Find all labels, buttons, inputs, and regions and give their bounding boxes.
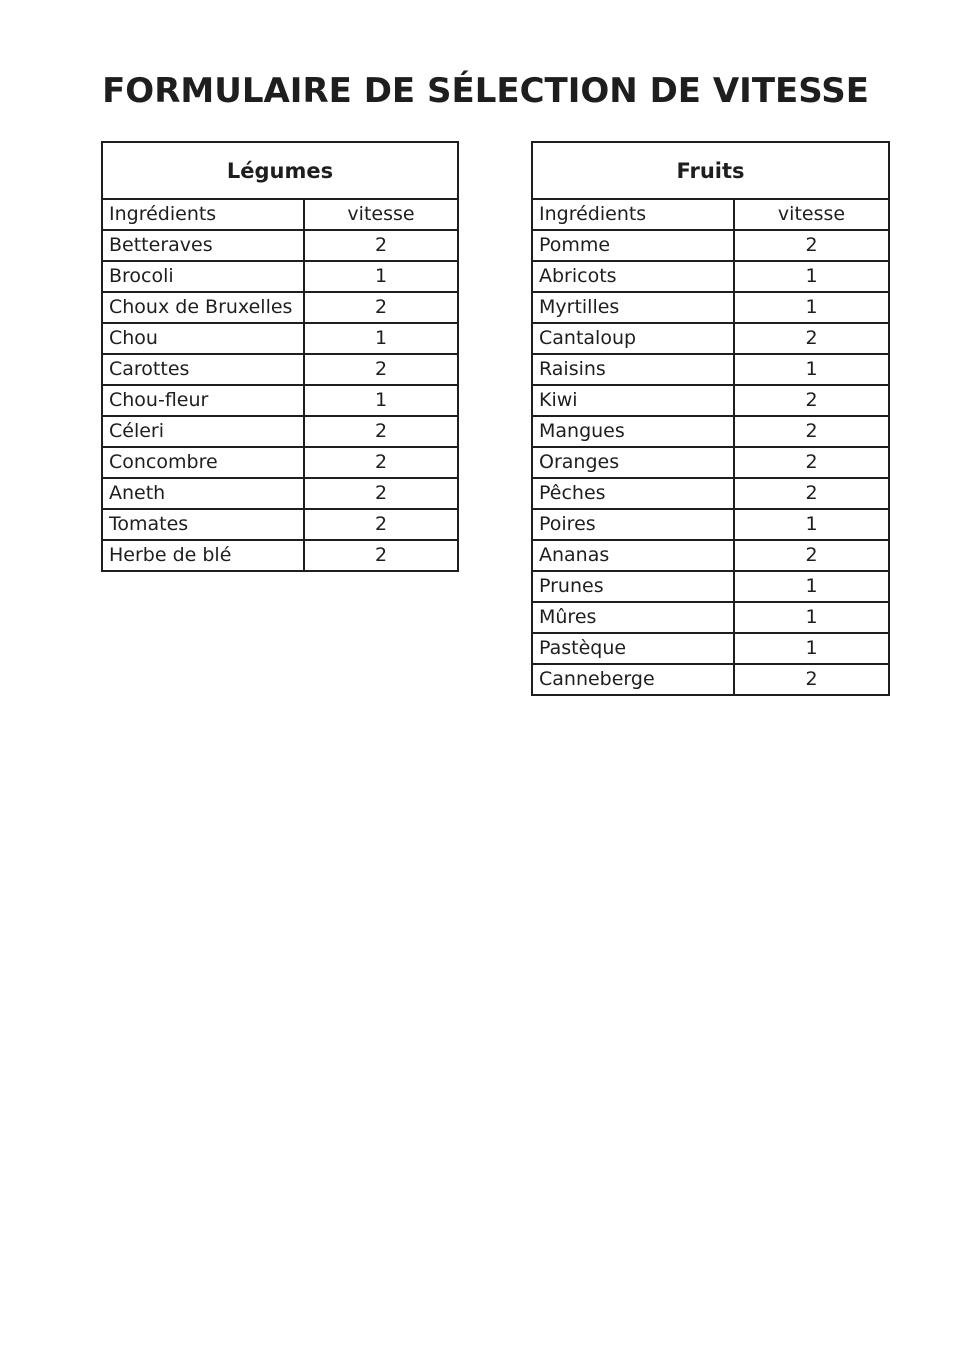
ingredient-name: Canneberge <box>532 664 734 695</box>
speed-value: 2 <box>304 230 458 261</box>
ingredient-name: Myrtilles <box>532 292 734 323</box>
table-row <box>102 509 458 540</box>
fruits-header: Fruits <box>532 142 889 199</box>
vegetables-table <box>101 141 459 572</box>
ingredient-name: Mûres <box>532 602 734 633</box>
table-row <box>532 664 889 695</box>
speed-value: 1 <box>734 261 889 292</box>
ingredient-name: Raisins <box>532 354 734 385</box>
fruits-body <box>532 199 889 695</box>
column-header-row <box>102 199 458 230</box>
speed-value: 2 <box>304 354 458 385</box>
ingredient-name: Concombre <box>102 447 304 478</box>
ingredient-name: Herbe de blé <box>102 540 304 571</box>
speed-value: 2 <box>304 478 458 509</box>
table-row <box>532 230 889 261</box>
ingredient-column-header: Ingrédients <box>532 199 734 230</box>
ingredient-name: Prunes <box>532 571 734 602</box>
ingredient-name: Pastèque <box>532 633 734 664</box>
speed-value: 2 <box>734 447 889 478</box>
ingredient-name: Abricots <box>532 261 734 292</box>
table-row <box>532 323 889 354</box>
table-row <box>532 571 889 602</box>
ingredient-name: Poires <box>532 509 734 540</box>
ingredient-name: Oranges <box>532 447 734 478</box>
ingredient-column-header: Ingrédients <box>102 199 304 230</box>
fruits-table <box>531 141 890 696</box>
table-row <box>532 292 889 323</box>
speed-value: 1 <box>734 602 889 633</box>
ingredient-name: Brocoli <box>102 261 304 292</box>
table-row <box>532 447 889 478</box>
table-row <box>102 540 458 571</box>
speed-value: 2 <box>734 540 889 571</box>
speed-column-header: vitesse <box>304 199 458 230</box>
speed-value: 2 <box>734 323 889 354</box>
table-row <box>102 447 458 478</box>
speed-value: 2 <box>304 292 458 323</box>
table-row <box>532 354 889 385</box>
table-row <box>532 478 889 509</box>
table-row <box>532 385 889 416</box>
ingredient-name: Mangues <box>532 416 734 447</box>
speed-value: 2 <box>734 478 889 509</box>
ingredient-name: Choux de Bruxelles <box>102 292 304 323</box>
speed-value: 1 <box>734 354 889 385</box>
ingredient-name: Aneth <box>102 478 304 509</box>
speed-value: 2 <box>304 540 458 571</box>
table-row <box>532 509 889 540</box>
speed-value: 2 <box>734 664 889 695</box>
vegetables-header: Légumes <box>102 142 458 199</box>
page-title: FORMULAIRE DE SÉLECTION DE VITESSE <box>102 71 869 111</box>
speed-value: 1 <box>304 323 458 354</box>
ingredient-name: Tomates <box>102 509 304 540</box>
speed-value: 2 <box>734 385 889 416</box>
table-row <box>102 478 458 509</box>
speed-value: 2 <box>734 416 889 447</box>
speed-value: 1 <box>734 633 889 664</box>
speed-value: 1 <box>734 509 889 540</box>
ingredient-name: Carottes <box>102 354 304 385</box>
speed-value: 1 <box>304 385 458 416</box>
speed-value: 2 <box>304 416 458 447</box>
table-row <box>102 292 458 323</box>
ingredient-name: Pêches <box>532 478 734 509</box>
ingredient-name: Chou-fleur <box>102 385 304 416</box>
speed-value: 2 <box>304 509 458 540</box>
speed-value: 2 <box>304 447 458 478</box>
table-row <box>102 261 458 292</box>
speed-value: 2 <box>734 230 889 261</box>
table-row <box>532 540 889 571</box>
column-header-row <box>532 199 889 230</box>
ingredient-name: Kiwi <box>532 385 734 416</box>
speed-value: 1 <box>304 261 458 292</box>
ingredient-name: Betteraves <box>102 230 304 261</box>
table-row <box>102 416 458 447</box>
table-row <box>532 602 889 633</box>
ingredient-name: Ananas <box>532 540 734 571</box>
table-row <box>532 633 889 664</box>
ingredient-name: Cantaloup <box>532 323 734 354</box>
vegetables-body <box>102 199 458 571</box>
table-row <box>102 354 458 385</box>
ingredient-name: Pomme <box>532 230 734 261</box>
speed-value: 1 <box>734 292 889 323</box>
table-row <box>532 416 889 447</box>
ingredient-name: Céleri <box>102 416 304 447</box>
table-row <box>102 230 458 261</box>
speed-value: 1 <box>734 571 889 602</box>
ingredient-name: Chou <box>102 323 304 354</box>
table-row <box>102 385 458 416</box>
speed-column-header: vitesse <box>734 199 889 230</box>
table-row <box>532 261 889 292</box>
table-row <box>102 323 458 354</box>
